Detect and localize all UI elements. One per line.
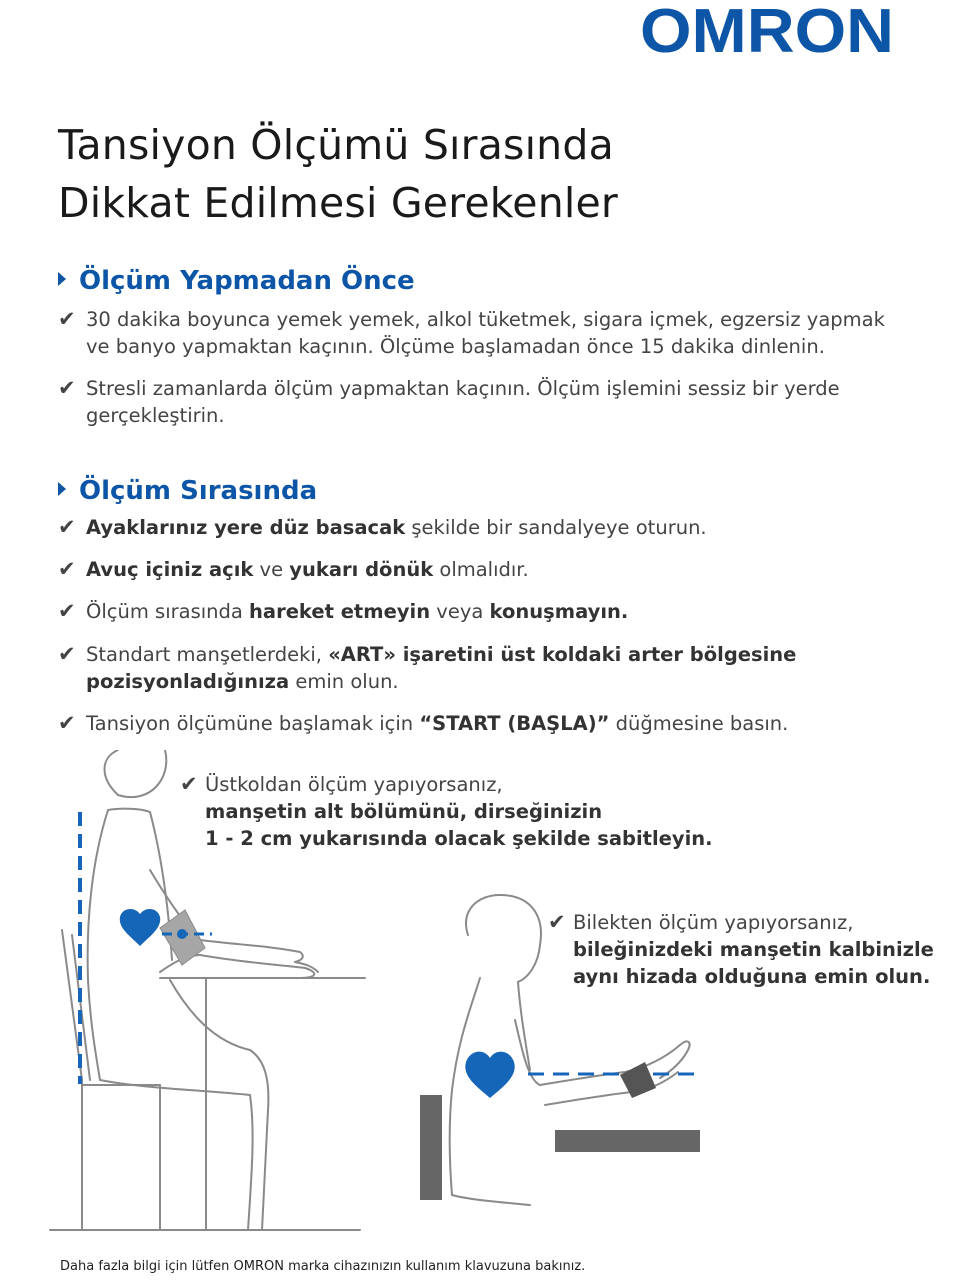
before-item-2-line-1: Stresli zamanlarda ölçüm yapmaktan kaçının. Ölçüm işlemini sessiz bir yerde [86,377,840,400]
during-item-3-text-1: veya [430,600,490,623]
upper-arm-note [180,771,713,852]
upper-arm-note-line-1: Üstkoldan ölçüm yapıyorsanız, [205,773,503,796]
wrist-note [548,909,934,990]
during-item-4 [58,641,796,695]
check-icon: ✔ [548,910,566,934]
wrist-note-line-3: aynı hizada olduğuna emin olun. [573,965,931,988]
check-icon: ✔ [180,772,198,796]
section-heading-during [58,476,317,506]
check-icon: ✔ [58,307,76,331]
page-title-line-1: Tansiyon Ölçümü Sırasında [58,121,614,169]
check-icon: ✔ [58,557,76,581]
check-icon: ✔ [58,599,76,623]
check-icon: ✔ [58,711,76,735]
during-item-1-text: şekilde bir sandalyeye oturun. [405,516,707,539]
during-item-5-text-0: Tansiyon ölçümüne başlamak için [86,712,420,735]
during-item-3-bold-2: konuşmayın. [489,600,629,623]
during-item-5-text-1: düğmesine basın. [609,712,789,735]
wrist-note-line-1: Bilekten ölçüm yapıyorsanız, [573,911,854,934]
heart-icon [120,909,160,946]
heart-icon [465,1052,514,1098]
upper-arm-note-line-2: manşetin alt bölümünü, dirseğinizin [205,800,603,823]
during-item-4-text-2: emin olun. [289,670,399,693]
triangle-bullet-icon [58,272,66,286]
check-icon: ✔ [58,376,76,400]
section-heading-during-text: Ölçüm Sırasında [79,476,318,506]
during-item-1 [58,514,707,541]
during-item-3-bold-1: hareket etmeyin [249,600,431,623]
section-heading-before-text: Ölçüm Yapmadan Önce [79,266,415,296]
check-icon: ✔ [58,642,76,666]
before-item-1 [58,306,885,360]
footer-note: Daha fazla bilgi için lütfen OMRON marka cihazınızın kullanım klavuzuna bakınız. [60,1259,586,1274]
during-item-2 [58,556,529,583]
during-item-2-bold-2: yukarı dönük [289,558,434,581]
section-heading-before [58,266,415,296]
upper-arm-note-line-3: 1 - 2 cm yukarısında olacak şekilde sabitleyin. [205,827,713,850]
before-item-1-line-2: ve banyo yapmaktan kaçının. Ölçüme başlamadan önce 15 dakika dinlenin. [86,335,825,358]
during-item-2-text-2: olmalıdır. [433,558,529,581]
before-item-1-line-1: 30 dakika boyunca yemek yemek, alkol tüketmek, sigara içmek, egzersiz yapmak [86,308,885,331]
during-item-4-text-0: Standart manşetlerdeki, [86,643,329,666]
armrest-table [555,1130,700,1152]
before-item-2-line-2: gerçekleştirin. [86,404,225,427]
wrist-note-line-2: bileğinizdeki manşetin kalbinizle [573,938,934,961]
triangle-bullet-icon [58,482,66,496]
omron-logo-wordmark [640,0,896,60]
during-item-5-bold-1: “START (BAŞLA)” [419,712,610,735]
during-item-4-bold-1: «ART» işaretini üst koldaki arter bölgesine [328,643,797,666]
during-item-3 [58,598,628,625]
during-item-2-bold-1: Avuç içiniz açık [86,558,254,581]
omron-logo-text: OMRON [640,0,894,60]
during-item-5 [58,710,788,737]
during-item-2-text-1: ve [253,558,290,581]
omron-logo [640,0,896,60]
page-title [58,116,618,232]
before-item-2 [58,375,840,429]
during-item-4-bold-2: pozisyonladığınıza [86,670,290,693]
check-icon: ✔ [58,515,76,539]
page-title-line-2: Dikkat Edilmesi Gerekenler [58,179,618,227]
during-item-1-bold: Ayaklarınız yere düz basacak [86,516,406,539]
chair-back-post [420,1095,442,1200]
during-item-3-text-0: Ölçüm sırasında [86,600,250,623]
